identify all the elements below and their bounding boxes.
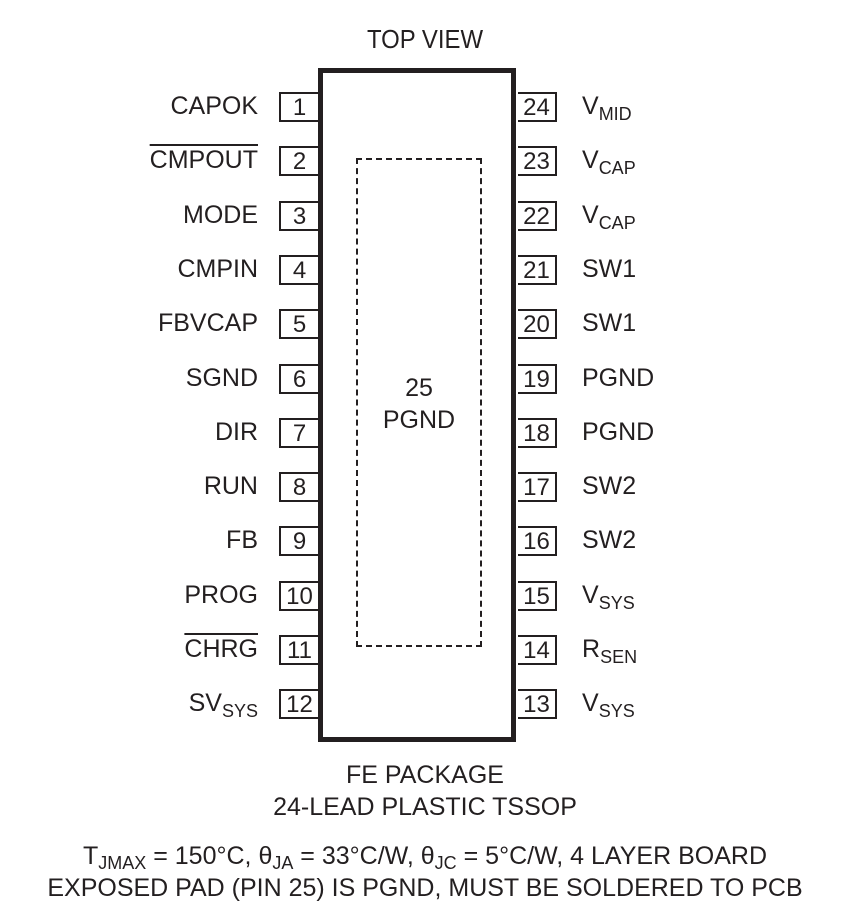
pin-number-box: 14 <box>518 635 557 665</box>
pin-name-subscript: SYS <box>598 701 635 721</box>
pin-label-right <box>582 688 635 721</box>
pin-label-left <box>150 145 258 175</box>
pin-label-left <box>186 363 258 393</box>
pin-name: V <box>582 201 599 229</box>
pin-number-box: 24 <box>518 92 557 122</box>
pin-number-box: 16 <box>518 526 557 556</box>
pin-number-box: 5 <box>279 309 318 339</box>
pin-number-box: 21 <box>518 255 557 285</box>
pin-name: PGND <box>582 364 655 392</box>
pin-number-box: 17 <box>518 472 557 502</box>
pin-name: V <box>582 146 599 174</box>
exposed-pad-number: 25 <box>405 374 433 402</box>
pin-name: V <box>582 92 599 120</box>
pin-label-left <box>158 308 258 338</box>
pin-label-left <box>183 200 258 230</box>
pin-number-box: 9 <box>279 526 318 556</box>
pin-label-left <box>184 634 258 664</box>
pin-label-left <box>215 417 258 447</box>
pin-number-box: 23 <box>518 146 557 176</box>
pin-number-box: 10 <box>279 581 318 611</box>
pin-label-left <box>204 471 258 501</box>
pin-name: CAPOK <box>170 92 258 120</box>
pin-number-box: 18 <box>518 418 557 448</box>
pin-label-right <box>582 471 636 501</box>
pin-name: PROG <box>184 581 258 609</box>
package-name: FE PACKAGE <box>346 761 504 789</box>
package-lead-description: 24-LEAD PLASTIC TSSOP <box>273 793 577 821</box>
pin-number-box: 7 <box>279 418 318 448</box>
pin-number-box: 6 <box>279 364 318 394</box>
exposed-pad-name: PGND <box>382 406 456 434</box>
pin-name-subscript: SYS <box>598 593 635 613</box>
pin-name: SW1 <box>582 309 637 337</box>
pin-name-subscript: SYS <box>221 701 258 721</box>
pin-name-subscript: SEN <box>600 647 638 667</box>
pin-label-left <box>170 91 258 121</box>
pin-number-box: 22 <box>518 201 557 231</box>
pin-name-subscript: CAP <box>598 213 636 233</box>
exposed-pad-label <box>356 372 482 436</box>
pin-name: V <box>582 689 599 717</box>
pin-label-left <box>188 688 258 721</box>
pin-number-box: 13 <box>518 689 557 719</box>
pin-label-right <box>582 91 632 124</box>
pin-name: CHRG <box>184 635 258 663</box>
pin-name: DIR <box>214 418 258 446</box>
pin-label-right <box>582 308 636 338</box>
pin-label-right <box>582 254 636 284</box>
pin-name: MODE <box>183 201 258 229</box>
pin-label-right <box>582 145 636 178</box>
exposed-pad-note: EXPOSED PAD (PIN 25) IS PGND, MUST BE SOLDERED TO PCB <box>47 874 803 902</box>
pin-number-box: 2 <box>279 146 318 176</box>
pin-label-right <box>582 363 654 393</box>
pin-name: CMPIN <box>177 255 258 283</box>
pin-name: SV <box>188 689 222 717</box>
pin-label-left <box>177 254 258 284</box>
pin-name: SW1 <box>582 255 637 283</box>
pin-label-right <box>582 634 638 667</box>
pin-label-right <box>582 525 636 555</box>
pin-name: FBVCAP <box>157 309 258 337</box>
pin-number-box: 3 <box>279 201 318 231</box>
pin-name-subscript: MID <box>598 104 632 124</box>
pin-label-right <box>582 200 636 233</box>
pin-number-box: 12 <box>279 689 318 719</box>
pin-name: SW2 <box>582 526 637 554</box>
pin-name: SGND <box>185 364 258 392</box>
pin-label-right <box>582 417 654 447</box>
pin-name: V <box>582 581 599 609</box>
pin-name: RUN <box>203 472 258 500</box>
pin-name-subscript: CAP <box>598 158 636 178</box>
pin-number-box: 19 <box>518 364 557 394</box>
pin-label-left <box>184 580 258 610</box>
pin-label-left <box>226 525 258 555</box>
view-title: TOP VIEW <box>366 24 484 54</box>
pin-number-box: 15 <box>518 581 557 611</box>
pin-number-box: 20 <box>518 309 557 339</box>
pin-name: FB <box>226 526 258 554</box>
pin-number-box: 4 <box>279 255 318 285</box>
pin-label-right <box>582 580 635 613</box>
thermal-specs: $T_{JMAX} = 150^\circ C$, $\theta_{JA} = 33^\circ C/W$, $\theta_{JC} = 5^\circ C/W$, 4 LAYER BOARD <box>82 842 767 873</box>
pin-name: CMPOUT <box>149 146 258 174</box>
pin-name: R <box>582 635 601 663</box>
pin-number-box: 1 <box>279 92 318 122</box>
pin-number-box: 8 <box>279 472 318 502</box>
pin-number-box: 11 <box>279 635 318 665</box>
pin-name: SW2 <box>582 472 637 500</box>
pin-name: PGND <box>582 418 655 446</box>
